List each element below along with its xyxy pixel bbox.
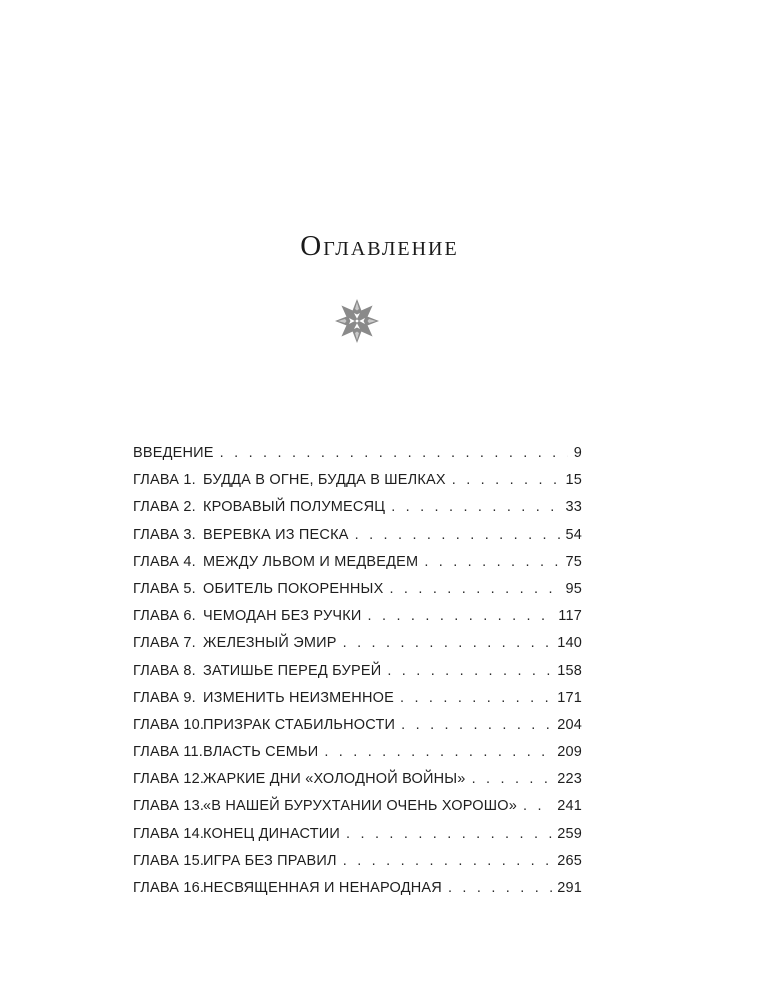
toc-entry[interactable] [133,630,582,657]
toc-chapter-title: ЗАТИШЬЕ ПЕРЕД БУРЕЙ [203,662,382,679]
toc-dot-leader [324,739,553,766]
toc-chapter-number: ГЛАВА 3. [133,526,196,543]
toc-page-number: 33 [565,499,582,516]
toc-entry[interactable] [133,522,582,549]
toc-dot-leader [346,821,553,848]
toc-page-number: 209 [557,744,582,761]
toc-entry[interactable] [133,766,582,793]
toc-dot-leader [472,766,554,793]
toc-dot-leader [523,793,553,820]
toc-entry[interactable] [133,494,582,521]
toc-entry[interactable] [133,821,582,848]
toc-entry[interactable] [133,549,582,576]
toc-entry[interactable] [133,793,582,820]
toc-entry[interactable] [133,603,582,630]
toc-page-number: 291 [557,880,582,896]
toc-page-number: 95 [565,580,582,597]
toc-chapter-title: КОНЕЦ ДИНАСТИИ [203,825,341,842]
toc-chapter-number: ГЛАВА 9. [133,689,196,706]
toc-chapter-number: ГЛАВА 8. [133,662,196,679]
toc-page-number: 241 [557,798,582,815]
toc-dot-leader [343,630,554,657]
toc-page-number: 15 [565,472,582,489]
toc-page-number: 9 [573,445,582,461]
toc-chapter-number: ГЛАВА 16. [133,880,205,896]
toc-page-number: 158 [557,662,582,679]
star-flower-ornament-icon [334,298,380,344]
toc-chapter-number: ГЛАВА 5. [133,580,196,597]
toc-page-number: 171 [557,689,582,706]
toc-dot-leader [387,658,553,685]
toc-chapter-number: ГЛАВА 10. [133,716,205,733]
toc-chapter-title: ИЗМЕНИТЬ НЕИЗМЕННОЕ [203,689,394,706]
toc-entry[interactable] [133,848,582,875]
toc-dot-leader [389,576,561,603]
toc-page-number: 117 [558,608,582,625]
toc-page-number: 204 [557,716,582,733]
toc-entry[interactable] [133,875,582,902]
toc-entry[interactable] [133,576,582,603]
toc-entry[interactable] [133,467,582,494]
toc-entry[interactable] [133,739,582,766]
table-of-contents [133,440,582,902]
toc-page-number: 75 [565,553,582,570]
toc-dot-leader [448,875,553,902]
toc-page-number: 140 [557,635,582,652]
toc-dot-leader [368,603,555,630]
toc-chapter-title: МЕЖДУ ЛЬВОМ И МЕДВЕДЕМ [203,553,419,570]
toc-chapter-number: ГЛАВА 14. [133,825,205,842]
toc-chapter-title: ВЛАСТЬ СЕМЬИ [203,744,319,761]
toc-entry[interactable] [133,712,582,739]
toc-page-number: 54 [565,526,582,543]
toc-dot-leader [391,494,561,521]
toc-page-number: 259 [557,825,582,842]
toc-chapter-title: ВЕРЕВКА ИЗ ПЕСКА [203,526,349,543]
toc-page-number: 223 [557,771,582,788]
toc-chapter-title: ВВЕДЕНИЕ [133,445,214,461]
toc-dot-leader [355,522,562,549]
toc-chapter-title: ЖАРКИЕ ДНИ «ХОЛОДНОЙ ВОЙНЫ» [203,771,466,788]
toc-chapter-title: ЖЕЛЕЗНЫЙ ЭМИР [203,635,337,652]
toc-entry[interactable] [133,658,582,685]
toc-chapter-number: ГЛАВА 13. [133,798,205,815]
toc-chapter-title: ИГРА БЕЗ ПРАВИЛ [203,852,337,869]
toc-chapter-title: НЕСВЯЩЕННАЯ И НЕНАРОДНАЯ [203,880,442,896]
toc-chapter-number: ГЛАВА 15. [133,852,205,869]
toc-chapter-title: ПРИЗРАК СТАБИЛЬНОСТИ [203,716,396,733]
toc-chapter-title: «В НАШЕЙ БУРУХТАНИИ ОЧЕНЬ ХОРОШО» [203,798,517,815]
toc-dot-leader [452,467,562,494]
toc-entry[interactable] [133,440,582,467]
toc-chapter-number: ГЛАВА 11. [133,744,203,761]
toc-dot-leader [343,848,553,875]
toc-entry[interactable] [133,685,582,712]
toc-chapter-title: ЧЕМОДАН БЕЗ РУЧКИ [203,608,362,625]
toc-chapter-title: ОБИТЕЛЬ ПОКОРЕННЫХ [203,580,384,597]
toc-chapter-number: ГЛАВА 2. [133,499,196,516]
toc-chapter-title: КРОВАВЫЙ ПОЛУМЕСЯЦ [203,499,386,516]
page-title: Оглавление [300,230,459,262]
toc-chapter-number: ГЛАВА 4. [133,553,196,570]
toc-dot-leader [220,440,568,467]
toc-dot-leader [400,685,553,712]
toc-chapter-number: ГЛАВА 1. [133,472,196,489]
toc-dot-leader [401,712,553,739]
toc-page-number: 265 [557,852,582,869]
toc-chapter-number: ГЛАВА 6. [133,608,196,625]
toc-chapter-title: БУДДА В ОГНЕ, БУДДА В ШЕЛКАХ [203,472,446,489]
toc-dot-leader [424,549,561,576]
toc-chapter-number: ГЛАВА 12. [133,771,205,788]
toc-chapter-number: ГЛАВА 7. [133,635,196,652]
